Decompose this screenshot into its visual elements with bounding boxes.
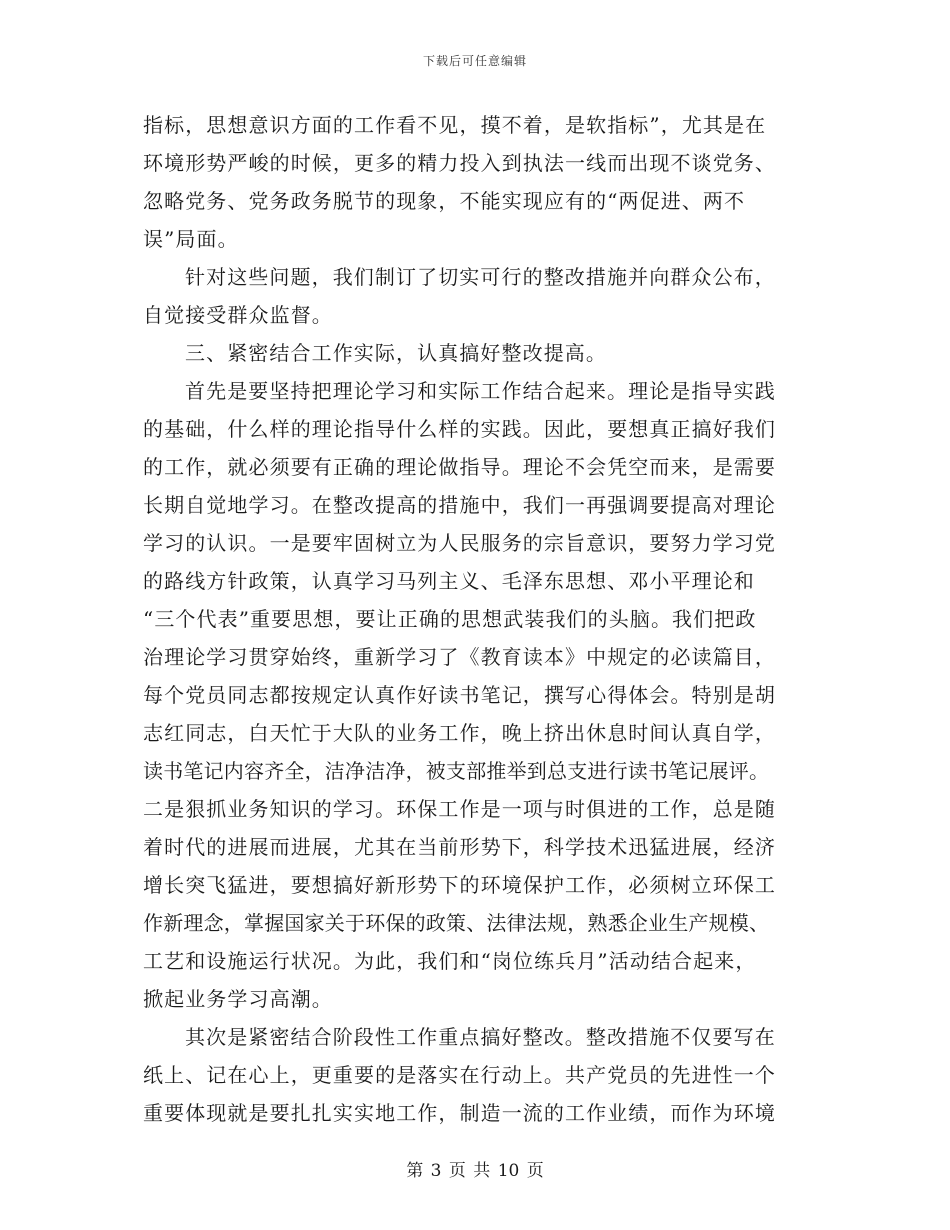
page-header: 下载后可任意编辑 bbox=[422, 54, 527, 68]
page-number-footer: 第 3 页 共 10 页 bbox=[406, 1161, 544, 1181]
text-line: 掀起业务学习高潮。 bbox=[143, 987, 333, 1011]
document-body bbox=[143, 106, 809, 1132]
text-line: 治理论学习贯穿始终，重新学习了《教育读本》中规定的必读篇目， bbox=[143, 645, 776, 669]
text-line: “三个代表”重要思想，要让正确的思想武装我们的头脑。我们把政 bbox=[143, 607, 757, 631]
text-line: 读书笔记内容齐全，洁净洁净，被支部推举到总支进行读书笔记展评。 bbox=[143, 759, 770, 783]
text-line: 志红同志，白天忙于大队的业务工作，晚上挤出休息时间认真自学， bbox=[143, 721, 776, 745]
text-line: 长期自觉地学习。在整改提高的措施中，我们一再强调要提高对理论 bbox=[143, 493, 776, 517]
text-line: 重要体现就是要扎扎实实地工作，制造一流的工作业绩，而作为环境 bbox=[143, 1101, 776, 1125]
text-line: 学习的认识。一是要牢固树立为人民服务的宗旨意识，要努力学习党 bbox=[143, 531, 776, 555]
text-line: 忽略党务、党务政务脱节的现象，不能实现应有的“两促进、两不 bbox=[143, 189, 746, 213]
text-line: 纸上、记在心上，更重要的是落实在行动上。共产党员的先进性一个 bbox=[143, 1063, 776, 1087]
text-line: 环境形势严峻的时候，更多的精力投入到执法一线而出现不谈党务、 bbox=[143, 151, 776, 175]
text-line: 二是狠抓业务知识的学习。环保工作是一项与时俱进的工作，总是随 bbox=[143, 797, 776, 821]
paragraph-start-line: 针对这些问题，我们制订了切实可行的整改措施并向群众公布， bbox=[185, 265, 776, 289]
text-line: 每个党员同志都按规定认真作好读书笔记，撰写心得体会。特别是胡 bbox=[143, 683, 776, 707]
paragraph-start-line: 首先是要坚持把理论学习和实际工作结合起来。理论是指导实践 bbox=[185, 379, 776, 403]
paragraph-start-line: 其次是紧密结合阶段性工作重点搞好整改。整改措施不仅要写在 bbox=[185, 1025, 776, 1049]
text-line: 工艺和设施运行状况。为此，我们和“岗位练兵月”活动结合起来， bbox=[143, 949, 757, 973]
text-line: 误”局面。 bbox=[143, 227, 239, 251]
text-line: 指标，思想意识方面的工作看不见，摸不着，是软指标”，尤其是在 bbox=[143, 113, 767, 137]
text-line: 着时代的进展而进展，尤其在当前形势下，科学技术迅猛进展，经济 bbox=[143, 835, 776, 859]
text-line: 增长突飞猛进，要想搞好新形势下的环境保护工作，必须树立环保工 bbox=[143, 873, 776, 897]
text-line: 自觉接受群众监督。 bbox=[143, 303, 333, 327]
text-line: 的基础，什么样的理论指导什么样的实践。因此，要想真正搞好我们 bbox=[143, 417, 776, 441]
section-heading: 三、紧密结合工作实际，认真搞好整改提高。 bbox=[185, 341, 607, 365]
text-line: 的路线方针政策，认真学习马列主义、毛泽东思想、邓小平理论和 bbox=[143, 569, 755, 593]
text-line: 的工作，就必须要有正确的理论做指导。理论不会凭空而来，是需要 bbox=[143, 455, 776, 479]
text-line: 作新理念，掌握国家关于环保的政策、法律法规，熟悉企业生产规模、 bbox=[143, 911, 770, 935]
